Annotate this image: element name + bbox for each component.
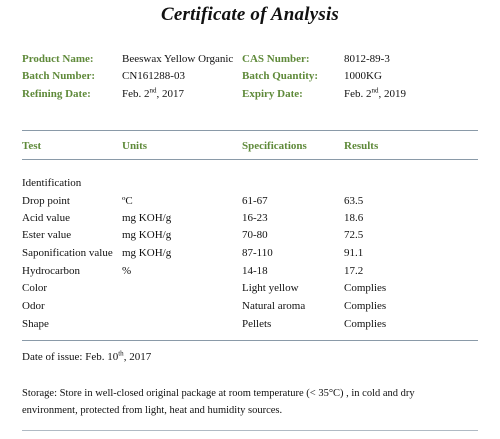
expiry-date-label: Expiry Date: (242, 88, 303, 100)
row-4-test: Saponification value (22, 247, 113, 259)
section-identification: Identification (22, 177, 82, 189)
issue-date-suffix: th (118, 349, 124, 358)
expiry-date-text: Feb. 2 (344, 88, 372, 100)
batch-number-label: Batch Number: (22, 70, 96, 82)
row-7-test: Odor (22, 300, 45, 312)
batch-quantity-value: 1000KG (344, 70, 382, 82)
cas-number-label: CAS Number: (242, 53, 310, 65)
row-8-test: Shape (22, 318, 49, 330)
row-2-result: 18.6 (344, 212, 364, 224)
row-1-spec: 61-67 (242, 195, 268, 207)
issue-date (22, 351, 151, 363)
row-8-result: Complies (344, 318, 387, 330)
row-4-units: mg KOH/g (122, 247, 172, 259)
refining-date-value (122, 88, 184, 100)
row-1-units: ºC (122, 195, 133, 207)
refining-date-label: Refining Date: (22, 88, 91, 100)
row-6-test: Color (22, 282, 48, 294)
product-name-value: Beeswax Yellow Organic (122, 53, 234, 65)
divider-footer (22, 430, 478, 431)
expiry-date-suffix: nd (371, 86, 379, 95)
header-specifications: Specifications (242, 140, 307, 152)
refining-date-year: , 2017 (156, 88, 184, 100)
row-2-spec: 16-23 (242, 212, 268, 224)
row-8-spec: Pellets (242, 318, 272, 330)
batch-quantity-label: Batch Quantity: (242, 70, 319, 82)
expiry-date-year: , 2019 (378, 88, 406, 100)
divider-header (22, 159, 478, 160)
header-results: Results (344, 140, 379, 152)
storage-line-1: Storage: Store in well-closed original package at room temperature (< 35°C) , in cold and dry (22, 388, 415, 399)
issue-date-text: Date of issue: Feb. 10 (22, 351, 119, 363)
divider-top (22, 130, 478, 131)
row-3-test: Ester value (22, 229, 72, 241)
row-3-units: mg KOH/g (122, 229, 172, 241)
row-1-result: 63.5 (344, 195, 364, 207)
row-3-spec: 70-80 (242, 229, 268, 241)
row-6-spec: Light yellow (242, 282, 299, 294)
row-7-result: Complies (344, 300, 387, 312)
cas-number-value: 8012-89-3 (344, 53, 390, 65)
row-6-result: Complies (344, 282, 387, 294)
storage-note (22, 385, 482, 419)
row-5-result: 17.2 (344, 265, 364, 277)
storage-line-2: environment, protected from light, heat and humidity sources. (22, 405, 283, 416)
row-3-result: 72.5 (344, 229, 364, 241)
row-2-test: Acid value (22, 212, 70, 224)
header-test: Test (22, 140, 42, 152)
header-units: Units (122, 140, 148, 152)
batch-number-value: CN161288-03 (122, 70, 185, 82)
row-1-test: Drop point (22, 195, 70, 207)
expiry-date-value (344, 88, 406, 100)
document-title: Certificate of Analysis (160, 4, 340, 25)
row-2-units: mg KOH/g (122, 212, 172, 224)
divider-bottom (22, 340, 478, 341)
row-5-units: % (122, 265, 132, 277)
row-4-result: 91.1 (344, 247, 364, 259)
refining-date-text: Feb. 2 (122, 88, 150, 100)
row-7-spec: Natural aroma (242, 300, 306, 312)
issue-date-year: , 2017 (123, 351, 152, 363)
row-5-test: Hydrocarbon (22, 265, 81, 277)
refining-date-suffix: nd (149, 86, 157, 95)
product-name-label: Product Name: (22, 53, 94, 65)
row-4-spec: 87-110 (242, 247, 273, 259)
row-5-spec: 14-18 (242, 265, 268, 277)
